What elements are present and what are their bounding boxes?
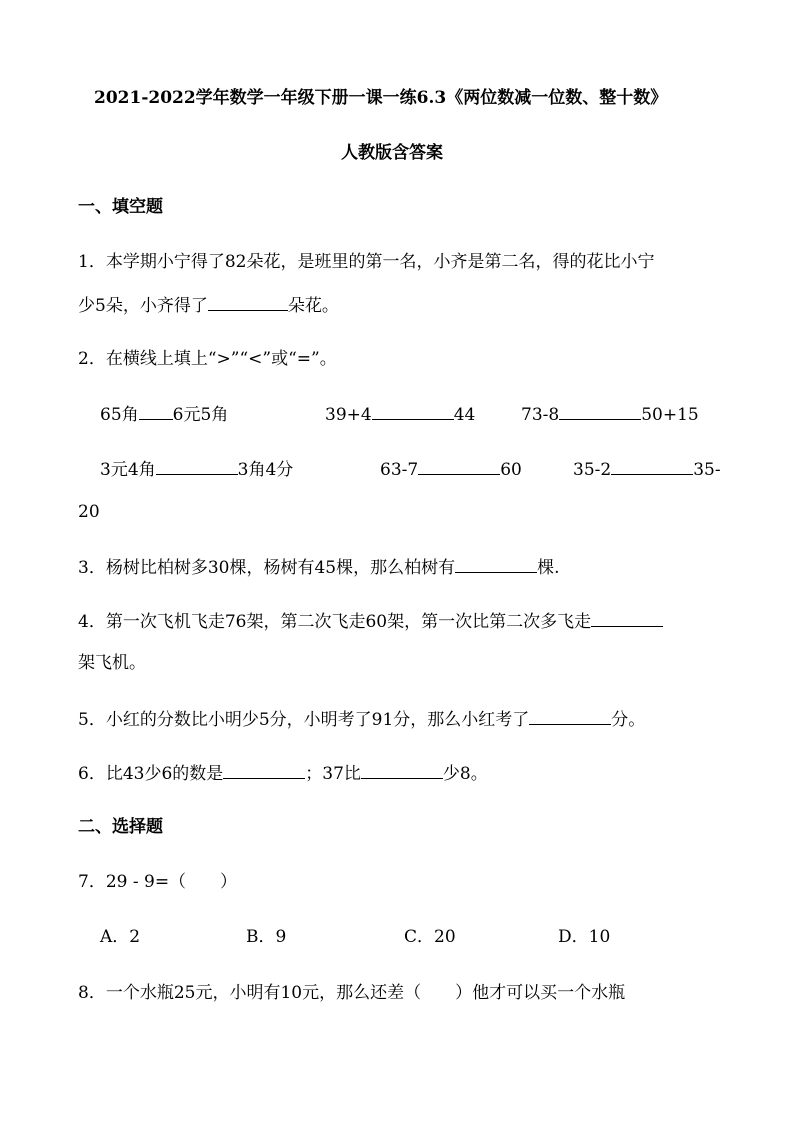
compare-right: 6元5角: [172, 405, 229, 425]
compare-left: 63-7: [380, 460, 419, 480]
question-4-line2: 架飞机。: [78, 653, 146, 673]
compare-1c: [521, 401, 699, 427]
answer-blank[interactable]: [418, 456, 500, 475]
question-8-stem: 8．一个水瓶25元，小明有10元，那么还差（ ）他才可以买一个水瓶: [78, 983, 626, 1003]
answer-blank[interactable]: [591, 608, 663, 627]
question-6-text-b: ；37比: [305, 764, 361, 784]
question-6: [78, 760, 488, 786]
compare-right: 60: [500, 460, 522, 480]
question-6-text-c: 少8。: [442, 764, 488, 784]
answer-blank[interactable]: [455, 554, 537, 573]
question-1-text-a: 少5朵，小齐得了: [78, 296, 208, 316]
question-7-option-c[interactable]: C．20: [404, 927, 456, 947]
compare-left: 39+4: [325, 405, 372, 425]
answer-blank[interactable]: [139, 401, 173, 420]
doc-title-line1: 2021-2022学年数学一年级下册一课一练6.3《两位数减一位数、整十数》: [94, 88, 668, 108]
compare-left: 73-8: [521, 405, 560, 425]
question-6-text-a: 6．比43少6的数是: [78, 764, 224, 784]
question-7-option-a[interactable]: A．2: [100, 927, 141, 947]
compare-2a: [100, 456, 293, 482]
compare-right: 3角4分: [237, 460, 294, 480]
question-1-line1: 1．本学期小宁得了82朵花，是班里的第一名，小齐是第二名，得的花比小宁: [78, 252, 655, 272]
doc-title-line2: 人教版含答案: [341, 143, 443, 163]
question-5-text-a: 5．小红的分数比小明少5分，小明考了91分，那么小红考了: [78, 710, 530, 730]
question-1-text-b: 朵花。: [287, 296, 339, 316]
answer-blank[interactable]: [223, 760, 305, 779]
question-2-stem: 2．在横线上填上“>”“<”或“=”。: [78, 349, 337, 369]
question-4-line1: [78, 608, 663, 634]
question-7-stem: 7．29 - 9=（ ）: [78, 872, 238, 892]
compare-right: 50+15: [641, 405, 699, 425]
question-3: [78, 554, 560, 580]
compare-right: 44: [453, 405, 476, 425]
compare-right: 35-: [693, 460, 721, 480]
answer-blank[interactable]: [559, 401, 641, 420]
section-heading-multiple-choice: 二、选择题: [78, 817, 163, 837]
compare-1a: [100, 401, 228, 427]
compare-1b: [325, 401, 475, 427]
section-heading-fill-blank: 一、填空题: [78, 197, 163, 217]
compare-left: 3元4角: [100, 460, 156, 480]
compare-2b: [380, 456, 522, 482]
answer-blank[interactable]: [529, 706, 611, 725]
answer-blank[interactable]: [156, 456, 238, 475]
answer-blank[interactable]: [372, 401, 454, 420]
question-5: [78, 706, 645, 732]
question-3-text-b: 棵.: [537, 558, 560, 578]
compare-2c: [573, 456, 721, 482]
question-5-text-b: 分。: [611, 710, 646, 730]
question-7-option-b[interactable]: B．9: [246, 927, 287, 947]
question-7-option-d[interactable]: D．10: [558, 927, 611, 947]
compare-2c-wrap: 20: [78, 502, 100, 522]
answer-blank[interactable]: [361, 760, 443, 779]
compare-left: 65角: [100, 405, 139, 425]
compare-left: 35-2: [573, 460, 612, 480]
answer-blank[interactable]: [611, 456, 693, 475]
question-3-text-a: 3．杨树比柏树多30棵，杨树有45棵，那么柏树有: [78, 558, 456, 578]
question-4-text-a: 4．第一次飞机飞走76架，第二次飞走60架，第一次比第二次多飞走: [78, 612, 592, 632]
answer-blank[interactable]: [208, 292, 288, 311]
question-1-line2: [78, 292, 339, 318]
